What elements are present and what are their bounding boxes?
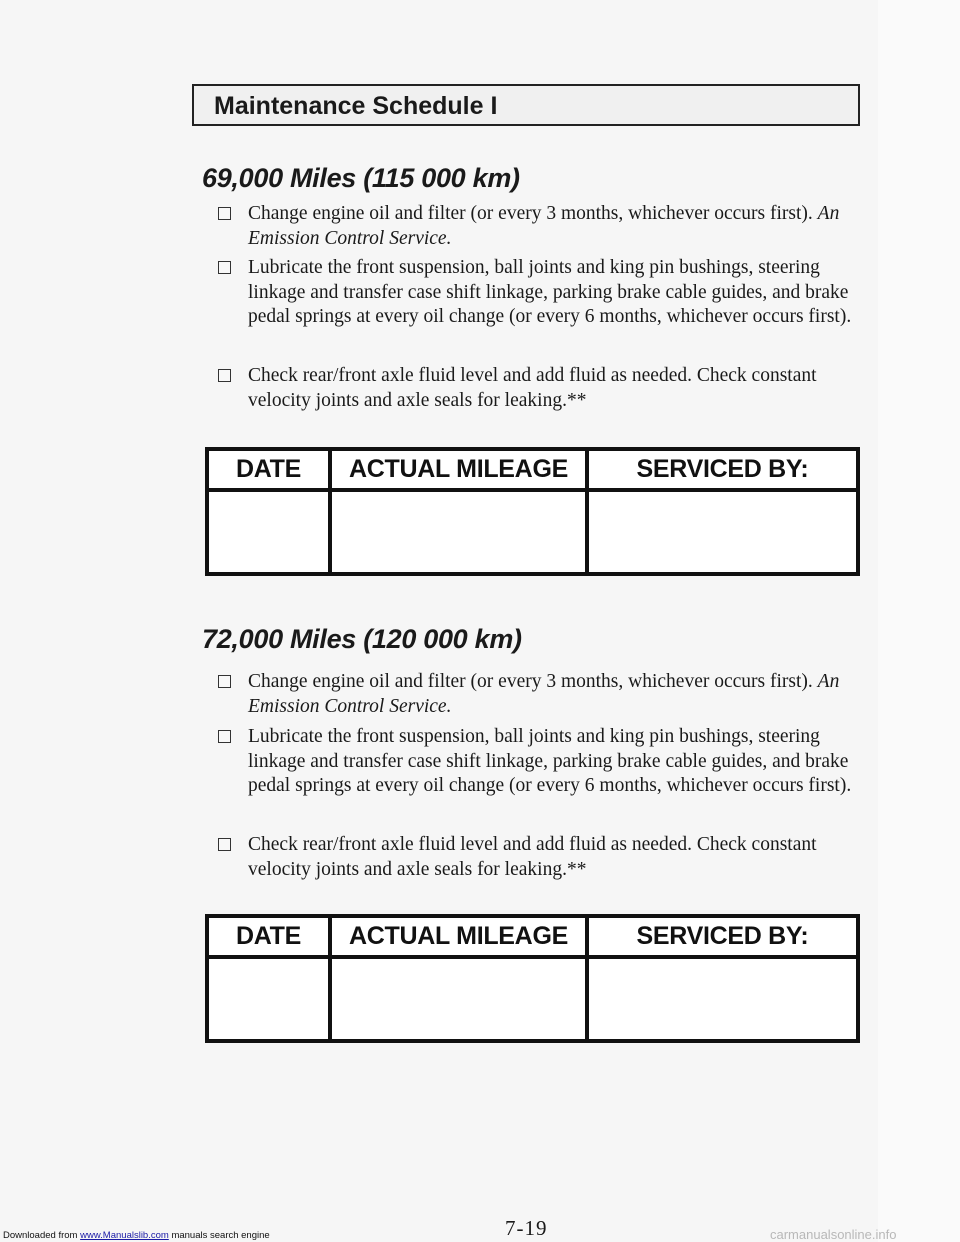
mileage-header: ACTUAL MILEAGE bbox=[330, 449, 587, 490]
item-text: Check rear/front axle fluid level and add fluid as needed. Check constant velocity joints and axle seals for leaking.** bbox=[248, 834, 817, 880]
service-log-table bbox=[205, 447, 860, 576]
checklist-item bbox=[218, 725, 858, 799]
mileage-cell[interactable] bbox=[330, 957, 587, 1041]
item-text: Change engine oil and filter (or every 3 months, whichever occurs first). An Emission Control Service. bbox=[248, 203, 840, 249]
watermark: carmanualsonline.info bbox=[770, 1227, 897, 1242]
item-text: Lubricate the front suspension, ball joints and king pin bushings, steering linkage and transfer case shift linkage, parking brake cable guides, and brake pedal springs at every oil change (or every 6 months, whichever occurs first). bbox=[248, 726, 852, 796]
emission-note: An Emission Control Service. bbox=[248, 203, 840, 249]
serviced-by-header: SERVICED BY: bbox=[587, 916, 858, 957]
checklist-item bbox=[218, 364, 858, 413]
emission-note: An Emission Control Service. bbox=[248, 671, 840, 717]
service-log-table bbox=[205, 914, 860, 1043]
footer-prefix: Downloaded from bbox=[3, 1230, 78, 1241]
checkbox[interactable] bbox=[218, 207, 231, 220]
checkbox[interactable] bbox=[218, 675, 231, 688]
header-box bbox=[192, 84, 860, 126]
checkbox[interactable] bbox=[218, 369, 231, 382]
item-text: Change engine oil and filter (or every 3 months, whichever occurs first). An Emission Control Service. bbox=[248, 671, 840, 717]
date-cell[interactable] bbox=[207, 957, 330, 1041]
page-number: 7-19 bbox=[505, 1216, 548, 1240]
footer-suffix: manuals search engine bbox=[171, 1230, 270, 1241]
serviced-by-cell[interactable] bbox=[587, 957, 858, 1041]
mileage-header: ACTUAL MILEAGE bbox=[330, 916, 587, 957]
date-header: DATE bbox=[207, 916, 330, 957]
section-heading-69000: 69,000 Miles (115 000 km) bbox=[202, 163, 520, 193]
item-text: Lubricate the front suspension, ball joints and king pin bushings, steering linkage and transfer case shift linkage, parking brake cable guides, and brake pedal springs at every oil change (or every 6 months, whichever occurs first). bbox=[248, 257, 852, 327]
checklist-item bbox=[218, 256, 858, 330]
manualslib-link[interactable]: www.Manualslib.com bbox=[80, 1230, 169, 1241]
checkbox[interactable] bbox=[218, 261, 231, 274]
page-title: Maintenance Schedule I bbox=[214, 92, 498, 120]
download-footer bbox=[3, 1230, 270, 1241]
checkbox[interactable] bbox=[218, 838, 231, 851]
date-cell[interactable] bbox=[207, 490, 330, 574]
checkbox[interactable] bbox=[218, 730, 231, 743]
checklist-item bbox=[218, 670, 858, 719]
item-text: Check rear/front axle fluid level and add fluid as needed. Check constant velocity joints and axle seals for leaking.** bbox=[248, 365, 817, 411]
checklist-item bbox=[218, 202, 858, 251]
checklist-item bbox=[218, 833, 858, 882]
page-margin bbox=[878, 0, 960, 1242]
mileage-cell[interactable] bbox=[330, 490, 587, 574]
date-header: DATE bbox=[207, 449, 330, 490]
section-heading-72000: 72,000 Miles (120 000 km) bbox=[202, 624, 522, 654]
serviced-by-header: SERVICED BY: bbox=[587, 449, 858, 490]
serviced-by-cell[interactable] bbox=[587, 490, 858, 574]
